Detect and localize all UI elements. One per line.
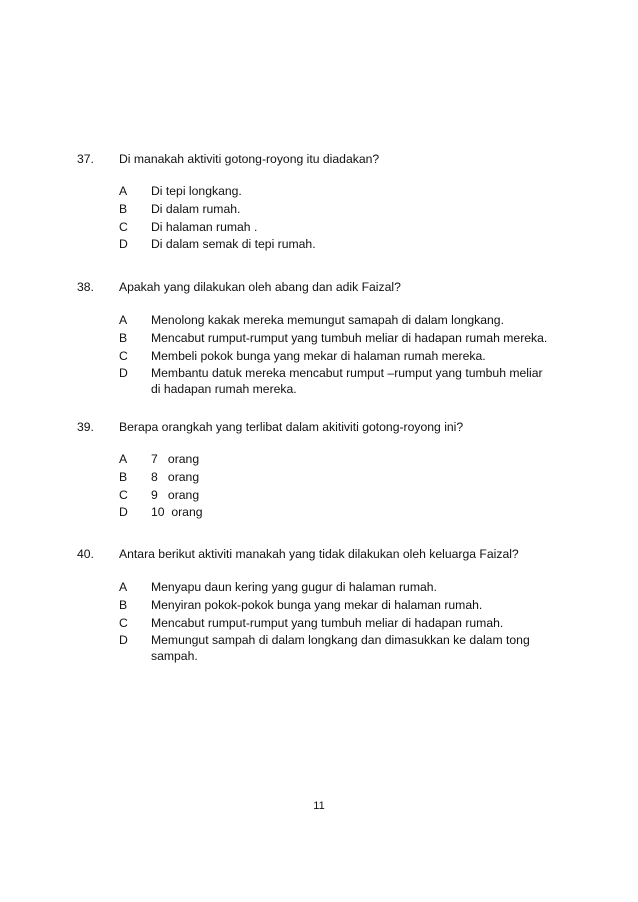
- option-letter: A: [119, 452, 128, 466]
- option-text: Membantu datuk mereka mencabut rumput –rumput yang tumbuh meliar di hadapan rumah mereka.: [151, 366, 543, 396]
- option-letter: C: [119, 616, 128, 630]
- option-text: 7 orang: [151, 452, 200, 466]
- option-letter: C: [119, 349, 128, 363]
- option-letter: D: [119, 505, 128, 519]
- question-number: 38.: [77, 280, 94, 294]
- option-letter: D: [119, 237, 128, 251]
- option-letter: D: [119, 366, 128, 380]
- option-letter: B: [119, 331, 128, 345]
- option-text: Memungut sampah di dalam longkang dan dimasukkan ke dalam tong sampah.: [151, 633, 530, 663]
- question-number: 39.: [77, 420, 94, 434]
- question-text: Apakah yang dilakukan oleh abang dan adik Faizal?: [119, 280, 401, 294]
- question-text: Berapa orangkah yang terlibat dalam akitiviti gotong-royong ini?: [119, 420, 464, 434]
- option-letter: C: [119, 488, 128, 502]
- option-text: Menolong kakak mereka memungut samapah di dalam longkang.: [151, 313, 504, 327]
- option-text: 10 orang: [151, 505, 203, 519]
- option-text: Di tepi longkang.: [151, 184, 242, 198]
- option-letter: B: [119, 598, 128, 612]
- option-text: Menyapu daun kering yang gugur di halaman rumah.: [151, 580, 437, 594]
- option-letter: D: [119, 633, 128, 647]
- option-text: Mencabut rumput-rumput yang tumbuh meliar di hadapan rumah mereka.: [151, 331, 548, 345]
- option-text: 9 orang: [151, 488, 200, 502]
- option-letter: B: [119, 202, 128, 216]
- option-text: Membeli pokok bunga yang mekar di halaman rumah mereka.: [151, 349, 486, 363]
- option-letter: A: [119, 313, 128, 327]
- option-text: Di dalam rumah.: [151, 202, 241, 216]
- option-letter: A: [119, 580, 128, 594]
- question-text: Di manakah aktiviti gotong-royong itu diadakan?: [119, 152, 380, 166]
- question-text: Antara berikut aktiviti manakah yang tidak dilakukan oleh keluarga Faizal?: [119, 547, 519, 561]
- option-text: Di halaman rumah .: [151, 220, 258, 234]
- option-text: Menyiran pokok-pokok bunga yang mekar di halaman rumah.: [151, 598, 483, 612]
- page-number: 11: [313, 800, 325, 812]
- question-number: 37.: [77, 152, 94, 166]
- option-letter: A: [119, 184, 128, 198]
- option-text: Di dalam semak di tepi rumah.: [151, 237, 316, 251]
- option-text: 8 orang: [151, 470, 200, 484]
- question-number: 40.: [77, 547, 94, 561]
- option-text: Mencabut rumput-rumput yang tumbuh meliar di hadapan rumah.: [151, 616, 504, 630]
- option-letter: B: [119, 470, 128, 484]
- option-letter: C: [119, 220, 128, 234]
